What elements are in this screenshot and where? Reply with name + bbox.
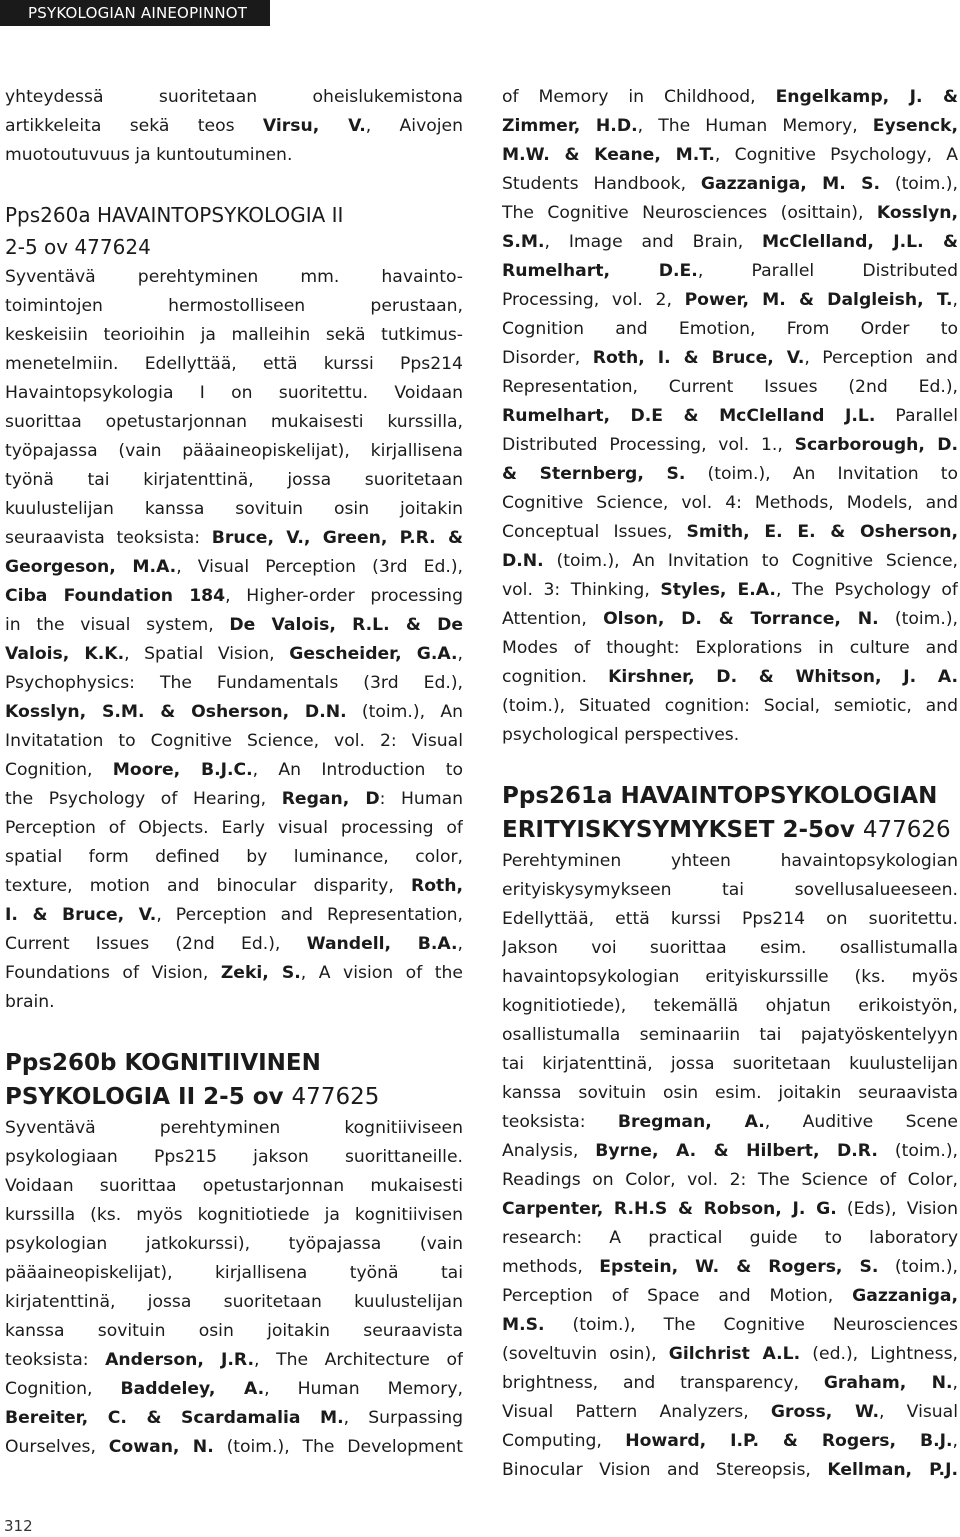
text-run: , (457, 644, 463, 664)
right-column (502, 83, 958, 1485)
text-run: (toim.), The Development (213, 1437, 463, 1457)
text-line (5, 1143, 463, 1172)
text-line (5, 553, 463, 582)
text-run: Visual Pattern Analyzers, (502, 1402, 771, 1422)
author-name: Gazzaniga, M. S. (700, 174, 881, 194)
text-line (5, 141, 463, 170)
text-run: kurssilla (ks. myös kognitiotiede ja kognitiivisen (5, 1205, 463, 1225)
text-run: Perception of Objects. Early visual processing of (5, 818, 463, 838)
text-line (5, 379, 463, 408)
course-heading (502, 779, 958, 813)
text-line (502, 83, 958, 112)
text-line (5, 698, 463, 727)
author-name: Kosslyn, (876, 203, 958, 223)
text-run: , Visual (879, 1402, 958, 1422)
text-run: (toim.), An Invitation to Cognitive Science, (543, 551, 958, 571)
author-name: Bruce, V., Green, P.R. & (211, 528, 463, 548)
text-run: Cognitive Science, vol. 4: Methods, Models, and (502, 493, 958, 513)
text-line (5, 1346, 463, 1375)
page-number: 312 (4, 1517, 33, 1535)
text-run: (toim.), (880, 174, 958, 194)
course-heading (5, 231, 463, 263)
course-code: 477625 (291, 1084, 380, 1110)
text-line (502, 1282, 958, 1311)
text-run: , The Human Memory, (637, 116, 873, 136)
text-run: Pps261a HAVAINTOPSYKOLOGIAN (502, 783, 938, 809)
running-header-title: PSYKOLOGIAN AINEOPINNOT (28, 4, 248, 22)
text-line (502, 1108, 958, 1137)
text-run: Cognition and Emotion, From Order to (502, 319, 958, 339)
text-run: Cognition, (5, 760, 113, 780)
text-line (502, 518, 958, 547)
course-heading (5, 1080, 463, 1114)
text-line (5, 640, 463, 669)
text-line (502, 286, 958, 315)
author-name: & Sternberg, S. (502, 464, 686, 484)
text-run: kanssa sovituin osin esim. joitakin seuraavista (502, 1083, 958, 1103)
text-line (5, 1259, 463, 1288)
text-run: research: A practical guide to laboratory (502, 1228, 958, 1248)
text-line (502, 1166, 958, 1195)
text-run: Syventävä perehtyminen kognitiiviseen (5, 1118, 463, 1138)
text-run: artikkeleita sekä teos (5, 116, 263, 136)
text-run: Disorder, (502, 348, 593, 368)
text-line (5, 814, 463, 843)
text-run: (toim.), (878, 1257, 958, 1277)
text-line (502, 847, 958, 876)
text-run: brain. (5, 992, 55, 1012)
text-line (502, 1369, 958, 1398)
author-name: McClelland, J.L. & (762, 232, 958, 252)
text-line (5, 437, 463, 466)
text-run: toimintojen hermostolliseen perustaan, (5, 296, 463, 316)
text-line (502, 460, 958, 489)
author-name: Georgeson, M.A. (5, 557, 177, 577)
author-name: Bregman, A. (617, 1112, 765, 1132)
text-run: Representation, Current Issues (2nd Ed.), (502, 377, 958, 397)
author-name: Gilchrist A.L. (668, 1344, 801, 1364)
text-run: in the visual system, (5, 615, 230, 635)
text-run: , Perception and (804, 348, 958, 368)
text-line (502, 1398, 958, 1427)
text-line (502, 1427, 958, 1456)
text-line (5, 930, 463, 959)
text-run: yhteydessä suoritetaan oheislukemistona (5, 87, 463, 107)
text-run: Psychophysics: The Fundamentals (3rd Ed.), (5, 673, 463, 693)
text-line (502, 489, 958, 518)
text-run: , Perception and Representation, (156, 905, 463, 925)
text-line (502, 315, 958, 344)
author-name: Zeki, S. (220, 963, 301, 983)
text-line (502, 402, 958, 431)
author-name: Regan, D (281, 789, 380, 809)
text-line (502, 344, 958, 373)
text-run: Computing, (502, 1431, 626, 1451)
course-heading (5, 199, 463, 231)
text-line (502, 1311, 958, 1340)
text-run: (toim.), Situated cognition: Social, semiotic, and (502, 696, 958, 716)
text-line (5, 582, 463, 611)
text-run: (toim.), The Cognitive Neurosciences (544, 1315, 958, 1335)
author-name: Power, M. & Dalgleish, T. (684, 290, 953, 310)
text-run: psychological perspectives. (502, 725, 740, 745)
text-run: havaintopsykologian erityiskurssille (ks. myös (502, 967, 958, 987)
author-name: Smith, E. E. & Osherson, (686, 522, 958, 542)
text-run: Cognition, (5, 1379, 121, 1399)
course-heading (502, 813, 958, 847)
text-run: muotoutuvuus ja kuntoutuminen. (5, 145, 293, 165)
text-line (5, 727, 463, 756)
text-run: methods, (502, 1257, 600, 1277)
text-run: (toim.), (878, 609, 958, 629)
text-line (5, 872, 463, 901)
text-run: , Spatial Vision, (124, 644, 290, 664)
text-line (502, 1224, 958, 1253)
text-line (5, 843, 463, 872)
text-line (5, 524, 463, 553)
text-line (502, 257, 958, 286)
text-run: Current Issues (2nd Ed.), (5, 934, 307, 954)
text-run: , (952, 1373, 958, 1393)
running-header (0, 0, 270, 26)
text-line (502, 228, 958, 257)
author-name: M.S. (502, 1315, 545, 1335)
text-run: , Higher-order processing (225, 586, 463, 606)
text-run: Invitatation to Cognitive Science, vol. 2: Visual (5, 731, 463, 751)
text-line (502, 431, 958, 460)
text-line (502, 170, 958, 199)
text-line (502, 605, 958, 634)
text-run: Jakson voi suorittaa esim. osallistumalla (502, 938, 958, 958)
text-run: Analysis, (502, 1141, 596, 1161)
text-run: Ourselves, (5, 1437, 109, 1457)
text-run: , Auditive Scene (764, 1112, 958, 1132)
text-line (5, 112, 463, 141)
text-run: Modes of thought: Explorations in culture and (502, 638, 958, 658)
text-run: Syventävä perehtyminen mm. havainto- (5, 267, 463, 287)
text-run: Edellyttää, että kurssi Pps214 on suoritettu. (502, 909, 958, 929)
course-heading (5, 1046, 463, 1080)
text-line (5, 988, 463, 1017)
text-run: teoksista: (502, 1112, 618, 1132)
author-name: Scarborough, D. (794, 435, 958, 455)
text-line (5, 1317, 463, 1346)
author-name: Moore, B.J.C. (112, 760, 253, 780)
text-run: spatial form defined by luminance, color, (5, 847, 463, 867)
text-run: Readings on Color, vol. 2: The Science of Color, (502, 1170, 958, 1190)
text-line (5, 321, 463, 350)
text-run: , Surpassing (343, 1408, 463, 1428)
text-run: kuulustelijan kanssa sovituin osin joitakin (5, 499, 463, 519)
text-run: , The Architecture of (254, 1350, 463, 1370)
text-run: Havaintopsykologia I on suoritettu. Voidaan (5, 383, 463, 403)
author-name: Carpenter, R.H.S & Robson, J. G. (502, 1199, 837, 1219)
text-run: keskeisiin teorioihin ja malleihin sekä tutkimus- (5, 325, 463, 345)
author-name: Epstein, W. & Rogers, S. (599, 1257, 879, 1277)
course-code: 477626 (862, 817, 951, 843)
text-line (502, 905, 958, 934)
text-line (502, 721, 958, 750)
text-line (502, 634, 958, 663)
text-run: The Cognitive Neurosciences (osittain), (502, 203, 877, 223)
text-run: Distributed Processing, vol. 1., (502, 435, 795, 455)
author-name: Ciba Foundation 184 (5, 586, 226, 606)
text-line (502, 547, 958, 576)
author-name: Virsu, V. (262, 116, 366, 136)
text-run: , Image and Brain, (544, 232, 762, 252)
text-run: kognitiotiede), tekemällä ohjatun erikoistyön, (502, 996, 958, 1016)
author-name: Kirshner, D. & Whitson, J. A. (608, 667, 958, 687)
text-line (502, 1079, 958, 1108)
text-line (5, 408, 463, 437)
text-run: työpajassa (vain pääaineopiskelijat), kirjallisena (5, 441, 463, 461)
text-run: Pps260a HAVAINTOPSYKOLOGIA II (5, 203, 344, 227)
author-name: Cowan, N. (108, 1437, 214, 1457)
text-line (5, 1288, 463, 1317)
author-name: Zimmer, H.D. (502, 116, 638, 136)
paragraph-gap (5, 1017, 463, 1046)
author-name: I. & Bruce, V. (5, 905, 157, 925)
text-run: , The Psychology of (775, 580, 958, 600)
text-line (5, 1201, 463, 1230)
author-name: Rumelhart, D.E & McClelland J.L. (502, 406, 876, 426)
author-name: Kellman, P.J. (827, 1460, 958, 1480)
text-line (5, 495, 463, 524)
text-run: (toim.), (877, 1141, 958, 1161)
text-run: , (952, 1431, 958, 1451)
author-name: De Valois, R.L. & De (229, 615, 463, 635)
text-run: PSYKOLOGIA II 2-5 ov (5, 1084, 292, 1110)
text-run: kirjatenttinä, jossa suoritetaan kuulustelijan (5, 1292, 463, 1312)
author-name: Kosslyn, S.M. & Osherson, D.N. (5, 702, 347, 722)
author-name: Eysenck, (872, 116, 958, 136)
text-run: Attention, (502, 609, 604, 629)
text-run: (Eds), Vision (836, 1199, 958, 1219)
text-run: (toim.), An (346, 702, 463, 722)
text-run: cognition. (502, 667, 609, 687)
text-line (502, 1021, 958, 1050)
text-line (5, 1375, 463, 1404)
text-run: menetelmiin. Edellyttää, että kurssi Pps214 (5, 354, 463, 374)
text-run: (soveltuvin osin), (502, 1344, 669, 1364)
paragraph-gap (5, 170, 463, 199)
author-name: Bereiter, C. & Scardamalia M. (5, 1408, 344, 1428)
text-run: Binocular Vision and Stereopsis, (502, 1460, 828, 1480)
text-run: työnä tai kirjatenttinä, jossa suoritetaan (5, 470, 463, 490)
text-run: , A vision of the (300, 963, 463, 983)
text-run: psykologiaan Pps215 jakson suorittaneille. (5, 1147, 463, 1167)
text-run: texture, motion and binocular disparity, (5, 876, 411, 896)
text-run: ERITYISKYSYMYKSET 2-5ov (502, 817, 863, 843)
author-name: Olson, D. & Torrance, N. (603, 609, 879, 629)
author-name: M.W. & Keane, M.T. (502, 145, 715, 165)
text-run: , Parallel Distributed (697, 261, 958, 281)
text-run: , Visual Perception (3rd Ed.), (176, 557, 463, 577)
text-line (502, 963, 958, 992)
text-run: , An Introduction to (252, 760, 463, 780)
text-run: , Human Memory, (264, 1379, 463, 1399)
text-line (502, 1253, 958, 1282)
text-run: Processing, vol. 2, (502, 290, 685, 310)
text-line (502, 141, 958, 170)
text-line (5, 756, 463, 785)
text-line (5, 1114, 463, 1143)
author-name: Rumelhart, D.E. (502, 261, 698, 281)
text-line (502, 934, 958, 963)
text-line (5, 292, 463, 321)
text-line (502, 992, 958, 1021)
author-name: Graham, N. (823, 1373, 953, 1393)
text-run: tai kirjatenttinä, jossa suoritetaan kuulustelijan (502, 1054, 958, 1074)
author-name: Byrne, A. & Hilbert, D.R. (595, 1141, 878, 1161)
text-run: Perception of Space and Motion, (502, 1286, 853, 1306)
text-line (5, 785, 463, 814)
text-line (502, 112, 958, 141)
text-line (502, 663, 958, 692)
text-run: the Psychology of Hearing, (5, 789, 282, 809)
left-column (5, 83, 463, 1462)
author-name: Baddeley, A. (120, 1379, 265, 1399)
text-run: Conceptual Issues, (502, 522, 687, 542)
text-run: Pps260b KOGNITIIVINEN (5, 1050, 321, 1076)
text-line (502, 692, 958, 721)
text-line (5, 466, 463, 495)
text-run: seuraavista teoksista: (5, 528, 212, 548)
author-name: Styles, E.A. (660, 580, 776, 600)
text-run: suorittaa opetustarjonnan mukaisesti kurssilla, (5, 412, 463, 432)
text-run: pääaineopiskelijat), kirjallisena työnä tai (5, 1263, 463, 1283)
text-run: teoksista: (5, 1350, 106, 1370)
author-name: Wandell, B.A. (306, 934, 458, 954)
text-run: vol. 3: Thinking, (502, 580, 661, 600)
text-line (502, 1137, 958, 1166)
text-line (502, 576, 958, 605)
text-line (5, 959, 463, 988)
author-name: Howard, I.P. & Rogers, B.J. (625, 1431, 953, 1451)
author-name: D.N. (502, 551, 544, 571)
text-run: , Aivojen (365, 116, 463, 136)
text-run: erityiskysymykseen tai sovellusalueeseen. (502, 880, 958, 900)
author-name: Valois, K.K. (5, 644, 125, 664)
text-line (502, 373, 958, 402)
text-line (5, 669, 463, 698)
text-run: 2-5 ov 477624 (5, 235, 151, 259)
paragraph-gap (502, 750, 958, 779)
text-run: Perehtyminen yhteen havaintopsykologian (502, 851, 958, 871)
text-run: Voidaan suorittaa opetustarjonnan mukaisesti (5, 1176, 463, 1196)
text-run: psykologian jatkokurssi), työpajassa (vain (5, 1234, 463, 1254)
text-line (5, 263, 463, 292)
text-run: (ed.), Lightness, (800, 1344, 958, 1364)
text-line (502, 1195, 958, 1224)
text-run: , (952, 290, 958, 310)
text-run: Foundations of Vision, (5, 963, 221, 983)
text-line (5, 1433, 463, 1462)
text-run: brightness, and transparency, (502, 1373, 824, 1393)
text-line (5, 1172, 463, 1201)
text-line (5, 1230, 463, 1259)
author-name: Gazzaniga, (852, 1286, 958, 1306)
text-line (502, 199, 958, 228)
author-name: Roth, (410, 876, 463, 896)
author-name: Gross, W. (770, 1402, 880, 1422)
text-line (5, 901, 463, 930)
text-line (5, 83, 463, 112)
text-run: , Cognitive Psychology, A (714, 145, 958, 165)
text-run: of Memory in Childhood, (502, 87, 776, 107)
text-line (502, 1050, 958, 1079)
text-run: kanssa sovituin osin joitakin seuraavista (5, 1321, 463, 1341)
text-line (502, 1340, 958, 1369)
text-run: osallistumalla seminaariin tai pajatyöskentelyyn (502, 1025, 958, 1045)
text-line (502, 876, 958, 905)
author-name: S.M. (502, 232, 545, 252)
author-name: Gescheider, G.A. (289, 644, 458, 664)
text-run: (toim.), An Invitation to (685, 464, 958, 484)
author-name: Engelkamp, J. & (775, 87, 958, 107)
text-run: , (457, 934, 463, 954)
text-line (5, 350, 463, 379)
text-run: Students Handbook, (502, 174, 701, 194)
text-line (5, 1404, 463, 1433)
author-name: Roth, I. & Bruce, V. (592, 348, 805, 368)
text-run: : Human (379, 789, 463, 809)
author-name: Anderson, J.R. (105, 1350, 255, 1370)
text-line (502, 1456, 958, 1485)
text-run: Parallel (875, 406, 958, 426)
text-line (5, 611, 463, 640)
